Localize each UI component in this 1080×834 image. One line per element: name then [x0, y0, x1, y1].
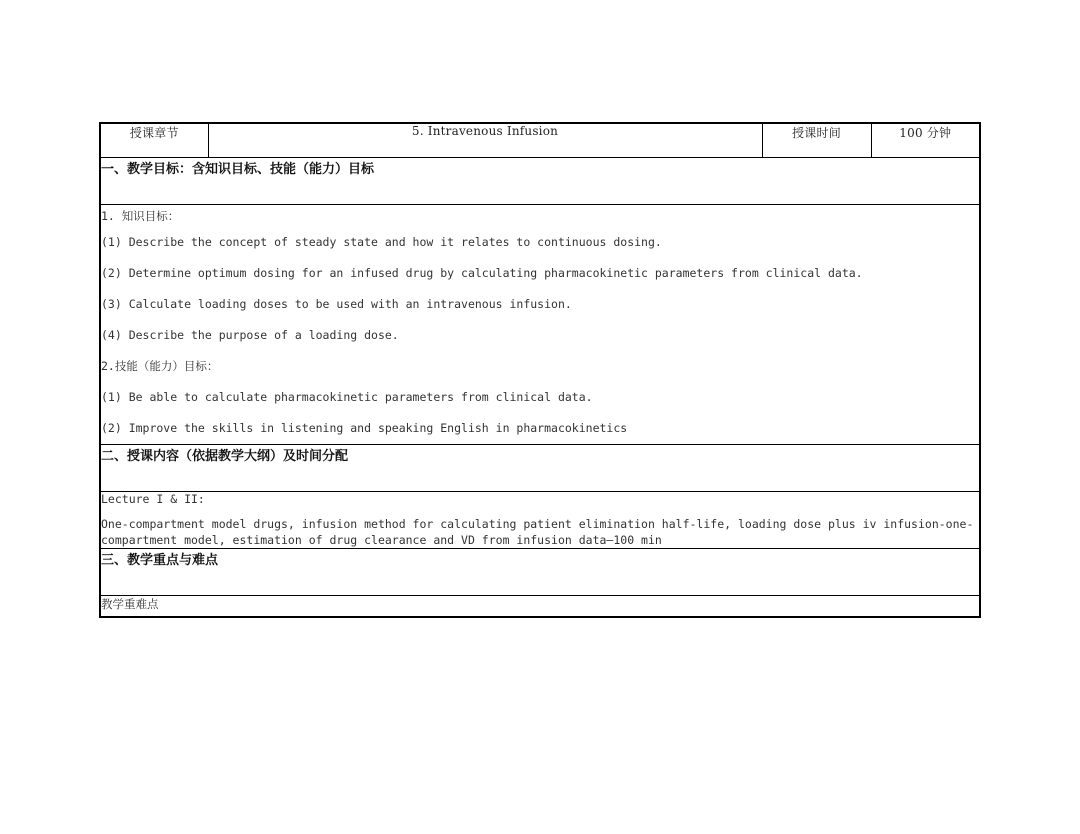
lesson-plan-table [99, 122, 981, 618]
section3-body: 教学重难点 [100, 596, 980, 618]
skill-heading: 2.技能（能力）目标： [101, 359, 219, 373]
knowledge-item: (2) Determine optimum dosing for an infused drug by calculating pharmacokinetic parameters from clinical data. [101, 266, 863, 280]
section2-title-row [100, 445, 980, 492]
section1-body-row [100, 205, 980, 445]
lecture-label: Lecture I & II: [101, 492, 205, 506]
section1-body [100, 205, 980, 445]
section2-title: 二、授课内容（依据教学大纲）及时间分配 [100, 445, 980, 492]
chapter-value: 5. Intravenous Infusion [208, 123, 762, 158]
section3-title: 三、教学重点与难点 [100, 549, 980, 596]
section1-title: 一、教学目标：含知识目标、技能（能力）目标 [100, 158, 980, 205]
knowledge-item: (3) Calculate loading doses to be used with an intravenous infusion. [101, 297, 572, 311]
section2-body-row [100, 492, 980, 549]
header-row [100, 123, 980, 158]
section2-body [100, 492, 980, 549]
lecture-content: One-compartment model drugs, infusion method for calculating patient elimination half-life, loading dose plus iv infusion-one-compartment model, estimation of drug clearance and VD from infusion data—100 min [101, 517, 974, 547]
chapter-label: 授课章节 [100, 123, 208, 158]
section3-title-row [100, 549, 980, 596]
section3-body-row [100, 596, 980, 618]
knowledge-item: (4) Describe the purpose of a loading dose. [101, 328, 399, 342]
section1-title-row [100, 158, 980, 205]
skill-item: (1) Be able to calculate pharmacokinetic parameters from clinical data. [101, 390, 593, 404]
knowledge-heading: 1. 知识目标： [101, 209, 180, 223]
time-value: 100 分钟 [871, 123, 980, 158]
skill-item: (2) Improve the skills in listening and speaking English in pharmacokinetics [101, 421, 628, 435]
knowledge-item: (1) Describe the concept of steady state and how it relates to continuous dosing. [101, 235, 662, 249]
lesson-plan-sheet [99, 122, 979, 618]
time-label: 授课时间 [762, 123, 871, 158]
